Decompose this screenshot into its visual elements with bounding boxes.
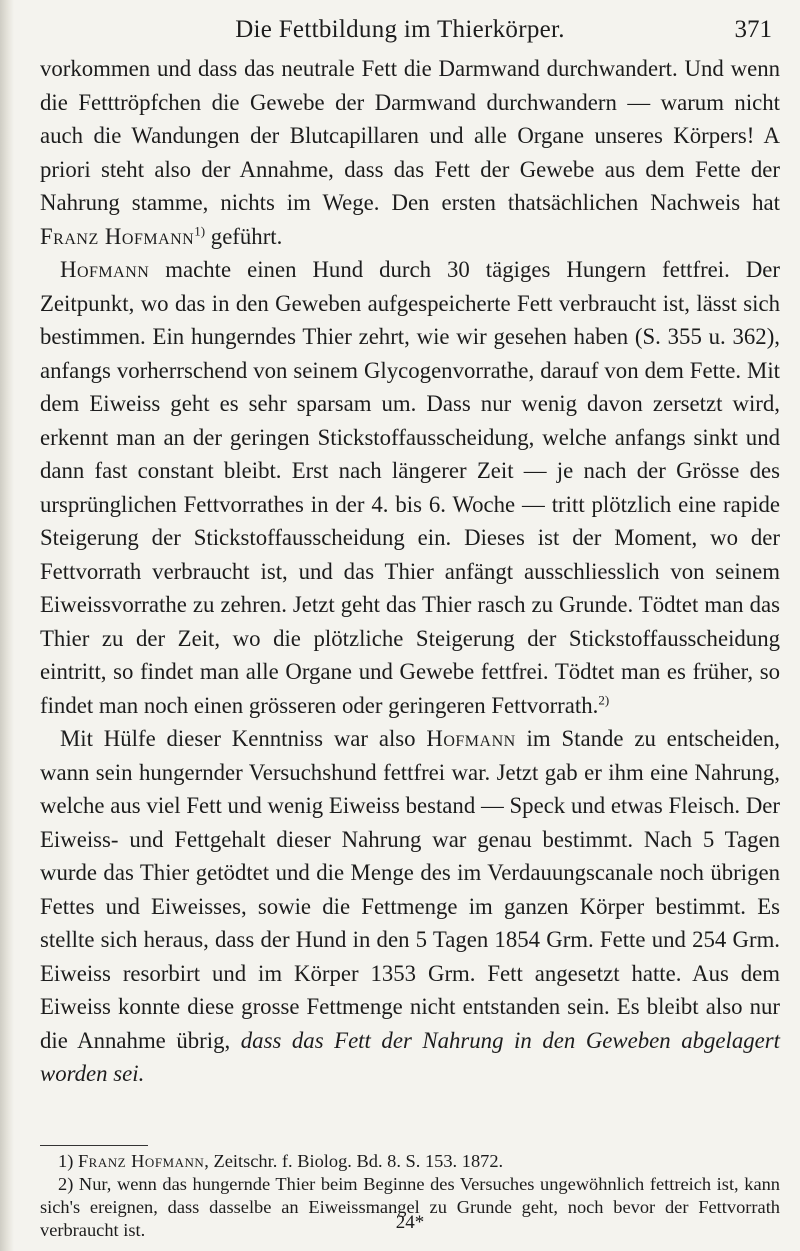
author-name: Hofmann	[426, 726, 516, 751]
paragraph-1	[40, 52, 780, 253]
paragraph-2	[40, 253, 780, 722]
footnote-1-mark: 1)	[58, 1151, 74, 1171]
paragraph-2-text: machte einen Hund durch 30 tägiges Hungern fettfrei. Der Zeitpunkt, wo das in den Geweben aufgespeicherte Fett verbraucht ist, lässt sich bestimmen. Ein hungerndes Thier zehrt, wie wir gesehen haben (S. 355 u. 362), anfangs vorherrschend von seinem Glycogenvorrathe, darauf von dem Fette. Mit dem Eiweiss geht es sehr sparsam um. Dass nur wenig davon zersetzt wird, erkennt man an der geringen Stickstoffausscheidung, welche anfangs sinkt und dann fast constant bleibt. Erst nach längerer Zeit — je nach der Grösse des ursprünglichen Fettvorrathes in der 4. bis 6. Woche — tritt plötzlich eine rapide Steigerung der Stickstoffausscheidung ein. Dieses ist der Moment, wo der Fettvorrath verbraucht ist, und das Thier anfängt ausschliesslich von seinem Eiweissvorrathe zu zehren. Jetzt geht das Thier rasch zu Grunde. Tödtet man das Thier zu der Zeit, wo die plötzliche Steigerung der Stickstoffausscheidung eintritt, so findet man alle Organe und Gewebe fettfrei. Tödtet man es früher, so findet man noch einen grösseren oder geringeren Fettvorrath.	[40, 257, 780, 718]
footnote-divider	[40, 1145, 148, 1146]
page-header	[0, 8, 800, 44]
footnote-1	[40, 1150, 780, 1173]
page-number: 371	[734, 16, 772, 43]
paragraph-1-text: vorkommen und dass das neutrale Fett die Darmwand durchwandert. Und wenn die Fetttröpfchen die Gewebe der Darmwand durchwandern — warum nicht auch die Wandungen der Blutcapillaren und alle Organe unseres Körpers! A priori steht also der Annahme, dass das Fett der Gewebe aus dem Fette der Nahrung stamme, nichts im Wege. Den ersten thatsächlichen Nachweis hat	[40, 56, 780, 215]
paragraph-3	[40, 722, 780, 1091]
running-title: Die Fettbildung im Thierkörper.	[235, 16, 565, 43]
footnote-2-mark: 2)	[58, 1174, 74, 1194]
footnote-ref-1: 1)	[194, 222, 206, 238]
author-name: Hofmann	[60, 257, 150, 282]
paragraph-1-end: geführt.	[205, 223, 283, 249]
body-text	[40, 52, 780, 1091]
paragraph-3-start: Mit Hülfe dieser Kenntniss war also	[60, 726, 427, 751]
paragraph-3-text: im Stande zu entscheiden, wann sein hungernder Versuchshund fettfrei war. Jetzt gab er ihm eine Nahrung, welche aus viel Fett und wenig Eiweiss bestand — Speck und etwas Fleisch. Der Eiweiss- und Fettgehalt dieser Nahrung war genau bestimmt. Nach 5 Tagen wurde das Thier getödtet und die Menge des im Verdauungscanale noch übrigen Fettes und Eiweisses, sowie die Fettmenge im ganzen Körper bestimmt. Es stellte sich heraus, dass der Hund in den 5 Tagen 1854 Grm. Fette und 254 Grm. Eiweiss resorbirt und im Körper 1353 Grm. Fett angesetzt hatte. Aus dem Eiweiss konnte diese grosse Fettmenge nicht entstanden sein. Es bleibt also nur die Annahme übrig,	[40, 726, 780, 1053]
author-name: Franz Hofmann	[40, 223, 195, 249]
footnote-1-author: Franz Hofmann	[77, 1151, 205, 1171]
footnote-2-text: Nur, wenn das hungernde Thier beim Beginne des Versuches ungewöhnlich fettreich ist, kann sich's ereignen, dass dasselbe an Eiweissmangel zu Grunde geht, noch bevor der Fettvorrath verbraucht ist.	[40, 1174, 780, 1240]
footnote-ref-2: 2)	[598, 691, 610, 707]
conclusion-italic: dass das Fett der Nahrung in den Geweben abgelagert worden sei.	[40, 1027, 780, 1086]
footnote-1-text: , Zeitschr. f. Biolog. Bd. 8. S. 153. 1872.	[204, 1151, 504, 1171]
signature-mark: 24*	[395, 1212, 425, 1233]
page-binding-edge	[0, 0, 14, 1251]
